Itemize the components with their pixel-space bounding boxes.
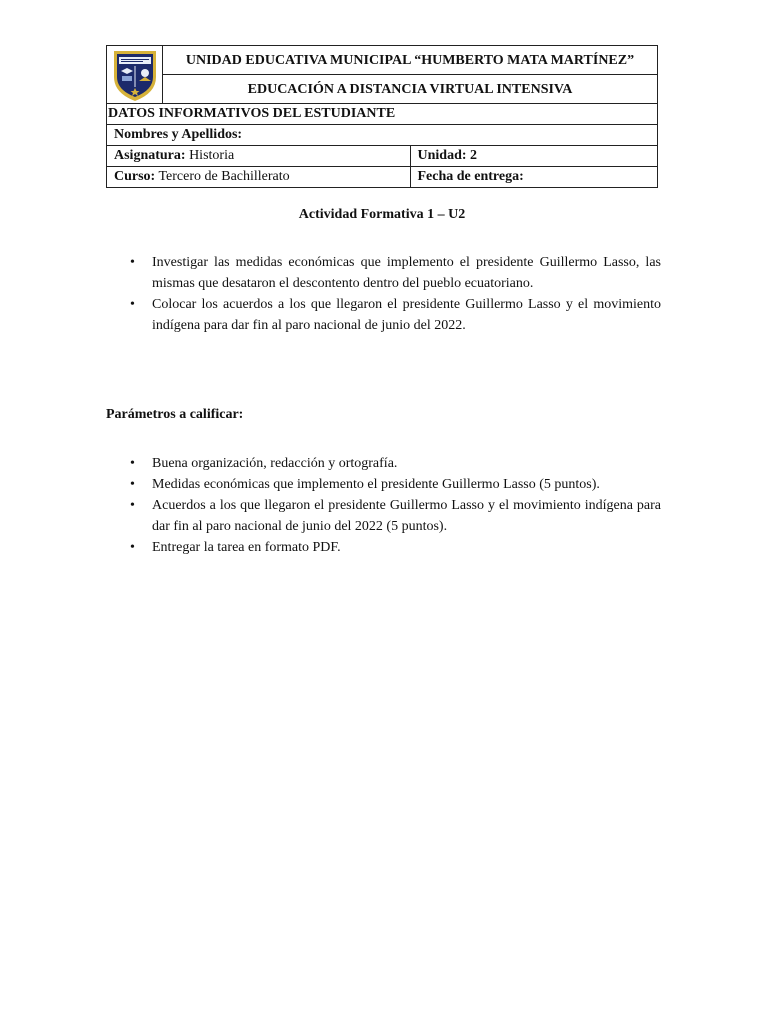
- grading-text: Entregar la tarea en formato PDF.: [152, 540, 341, 555]
- grading-text: Buena organización, redacción y ortografía.: [152, 456, 398, 471]
- task-text: Colocar los acuerdos a los que llegaron el presidente Guillermo Lasso y el movimiento indígena para dar fin al paro nacional de junio del 2022.: [152, 297, 661, 333]
- course-cell: [107, 167, 411, 188]
- bullet-icon: •: [130, 255, 135, 270]
- task-text: Investigar las medidas económicas que implemento el presidente Guillermo Lasso, las mismas que desataron el descontento dentro del pueblo ecuatoriano.: [152, 255, 661, 291]
- bullet-icon: •: [130, 456, 135, 471]
- section-title: DATOS INFORMATIVOS DEL ESTUDIANTE: [107, 104, 658, 125]
- list-item: [106, 453, 661, 474]
- bullet-icon: •: [130, 498, 135, 513]
- subject-label: Asignatura:: [114, 148, 186, 163]
- grading-heading: Parámetros a calificar:: [106, 407, 244, 422]
- logo-cell: [107, 46, 163, 104]
- list-item: [106, 294, 661, 336]
- subject-value: Historia: [189, 148, 235, 163]
- course-value: Tercero de Bachillerato: [158, 169, 290, 184]
- student-info-table: [106, 45, 658, 188]
- unit-label: Unidad: 2: [410, 146, 658, 167]
- names-label: Nombres y Apellidos:: [107, 125, 658, 146]
- list-item: [106, 537, 661, 558]
- school-name: UNIDAD EDUCATIVA MUNICIPAL “HUMBERTO MATA MARTÍNEZ”: [163, 46, 658, 75]
- list-item: [106, 495, 661, 537]
- school-crest-logo: [108, 47, 162, 103]
- grading-list: [106, 453, 661, 558]
- bullet-icon: •: [130, 540, 135, 555]
- program-name: EDUCACIÓN A DISTANCIA VIRTUAL INTENSIVA: [163, 75, 658, 104]
- bullet-icon: •: [130, 477, 135, 492]
- list-item: [106, 252, 661, 294]
- activity-title: Actividad Formativa 1 – U2: [298, 207, 466, 222]
- course-label: Curso:: [114, 169, 156, 184]
- bullet-icon: •: [130, 297, 135, 312]
- grading-text: Acuerdos a los que llegaron el presidente Guillermo Lasso y el movimiento indígena para dar fin al paro nacional de junio del 2022 (5 puntos).: [152, 498, 661, 534]
- due-date-label: Fecha de entrega:: [410, 167, 658, 188]
- task-list: [106, 252, 661, 336]
- subject-cell: [107, 146, 411, 167]
- grading-text: Medidas económicas que implemento el presidente Guillermo Lasso (5 puntos).: [152, 477, 600, 492]
- list-item: [106, 474, 661, 495]
